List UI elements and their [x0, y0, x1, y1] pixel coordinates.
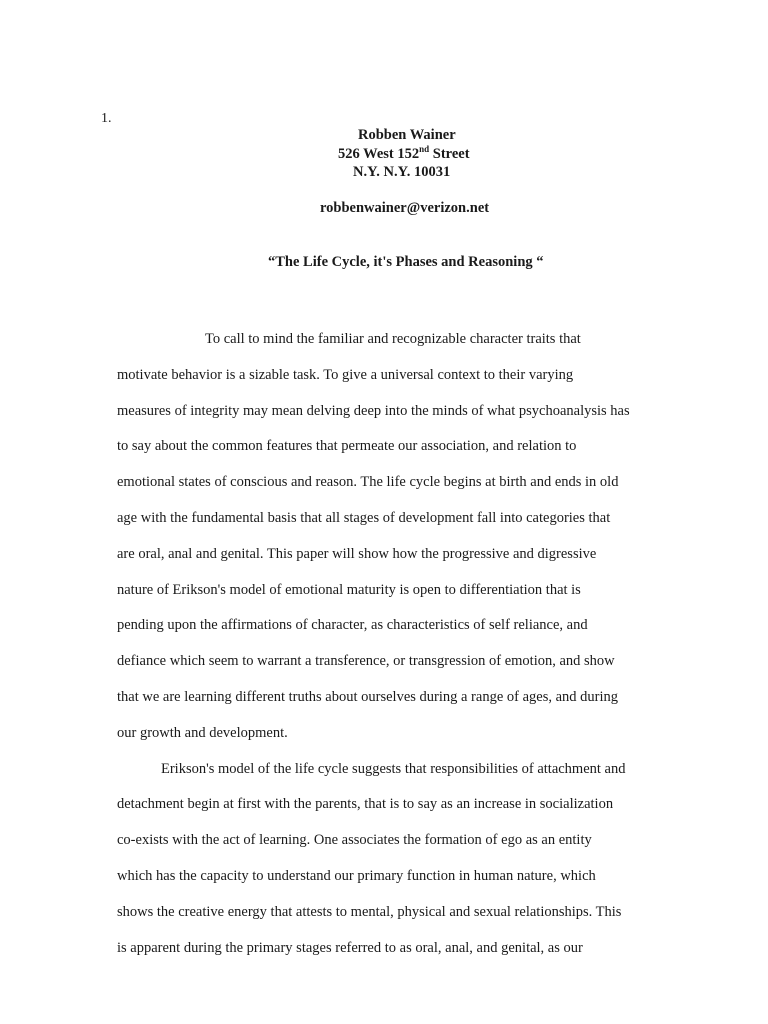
body-line: to say about the common features that permeate our association, and relation to — [117, 438, 577, 455]
street-ordinal-suffix: nd — [419, 144, 430, 154]
author-email: robbenwainer@verizon.net — [320, 200, 490, 216]
street-address-suffix: Street — [429, 146, 470, 162]
body-line: age with the fundamental basis that all stages of development fall into categories that — [117, 509, 611, 526]
body-line: are oral, anal and genital. This paper will show how the progressive and digressive — [117, 545, 597, 562]
body-line: To call to mind the familiar and recognizable character traits that — [205, 331, 581, 347]
body-line: measures of integrity may mean delving deep into the minds of what psychoanalysis has — [117, 402, 630, 419]
body-text — [117, 322, 657, 966]
document-title: “The Life Cycle, it's Phases and Reasoning “ — [268, 254, 544, 270]
body-line: detachment begin at first with the parents, that is to say as an increase in socialization — [117, 796, 614, 813]
body-line: motivate behavior is a sizable task. To give a universal context to their varying — [117, 366, 574, 383]
body-line: pending upon the affirmations of character, as characteristics of self reliance, and — [117, 617, 588, 634]
body-line: shows the creative energy that attests to mental, physical and sexual relationships. This — [117, 903, 622, 920]
body-line: that we are learning different truths about ourselves during a range of ages, and during — [117, 688, 619, 705]
city-state-zip: N.Y. N.Y. 10031 — [353, 164, 451, 180]
author-name: Robben Wainer — [358, 127, 456, 143]
street-address-main: 526 West 152 — [338, 146, 420, 162]
body-line: is apparent during the primary stages referred to as oral, anal, and genital, as our — [117, 939, 583, 956]
body-line: nature of Erikson's model of emotional maturity is open to differentiation that is — [117, 581, 581, 598]
street-address — [338, 145, 470, 163]
body-line: emotional states of conscious and reason. The life cycle begins at birth and ends in old — [117, 474, 619, 491]
body-line: co-exists with the act of learning. One associates the formation of ego as an entity — [117, 832, 592, 849]
body-line: which has the capacity to understand our primary function in human nature, which — [117, 867, 596, 884]
body-line: Erikson's model of the life cycle suggests that responsibilities of attachment and — [161, 760, 626, 777]
body-line: our growth and development. — [117, 724, 288, 741]
body-line: defiance which seem to warrant a transference, or transgression of emotion, and show — [117, 653, 615, 670]
page-number: 1. — [101, 111, 112, 126]
